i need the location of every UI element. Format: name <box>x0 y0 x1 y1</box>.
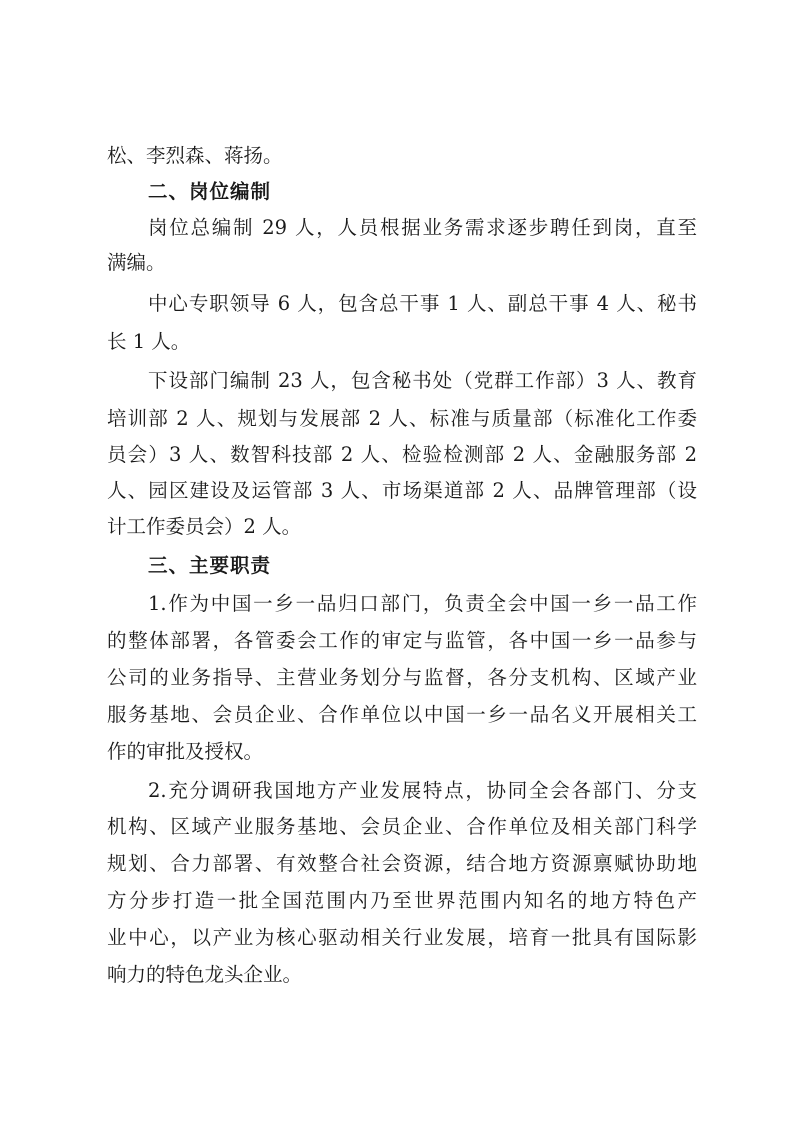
paragraph-line: 2.充分调研我国地方产业发展特点，协同全会各部门、分支 <box>148 779 697 802</box>
paragraph-line: 机构、区域产业服务基地、会员企业、合作单位及相关部门科学 <box>107 815 697 838</box>
paragraph-line: 培训部 2 人、规划与发展部 2 人、标准与质量部（标准化工作委 <box>107 407 697 430</box>
paragraph-line: 满编。 <box>107 251 166 274</box>
paragraph-line: 岗位总编制 29 人，人员根据业务需求逐步聘任到岗，直至 <box>148 216 697 239</box>
paragraph-line: 中心专职领导 6 人，包含总干事 1 人、副总干事 4 人、秘书 <box>148 292 697 315</box>
paragraph-line: 长 1 人。 <box>107 330 191 353</box>
paragraph-line: 员会）3 人、数智科技部 2 人、检验检测部 2 人、金融服务部 2 <box>107 443 697 466</box>
paragraph-line: 方分步打造一批全国范围内乃至世界范围内知名的地方特色产 <box>107 889 697 912</box>
paragraph-line: 1.作为中国一乡一品归口部门，负责全会中国一乡一品工作 <box>148 592 697 615</box>
section-heading-staffing: 二、岗位编制 <box>148 180 272 203</box>
paragraph-line: 作的审批及授权。 <box>107 740 264 763</box>
continued-line: 松、李烈森、蒋扬。 <box>107 144 283 167</box>
paragraph-line: 业中心，以产业为核心驱动相关行业发展，培育一批具有国际影 <box>107 926 697 949</box>
paragraph-line: 的整体部署，各管委会工作的审定与监管，各中国一乡一品参与 <box>107 629 697 652</box>
paragraph-line: 规划、合力部署、有效整合社会资源，结合地方资源禀赋协助地 <box>107 852 697 875</box>
paragraph-line: 人、园区建设及运管部 3 人、市场渠道部 2 人、品牌管理部（设 <box>107 479 697 502</box>
paragraph-line: 响力的特色龙头企业。 <box>107 963 303 986</box>
paragraph-line: 计工作委员会）2 人。 <box>107 515 302 538</box>
paragraph-line: 下设部门编制 23 人，包含秘书处（党群工作部）3 人、教育 <box>148 369 697 392</box>
paragraph-line: 服务基地、会员企业、合作单位以中国一乡一品名义开展相关工 <box>107 703 697 726</box>
paragraph-line: 公司的业务指导、主营业务划分与监督，各分支机构、区域产业 <box>107 666 697 689</box>
section-heading-duties: 三、主要职责 <box>148 554 272 577</box>
